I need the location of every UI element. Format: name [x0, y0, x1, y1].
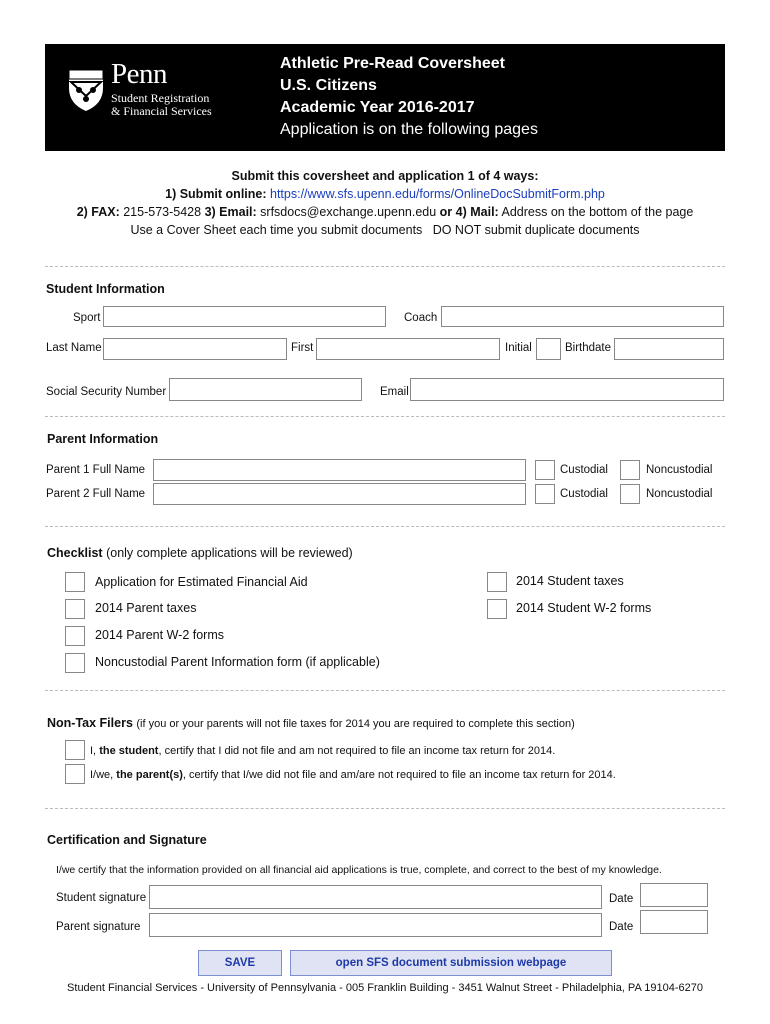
checklist-item-student-taxes: 2014 Student taxes — [516, 574, 624, 588]
checklist-checkbox-parent-w2[interactable] — [65, 626, 85, 646]
checklist-title: Checklist — [47, 546, 103, 560]
sport-input[interactable] — [103, 306, 386, 327]
checklist-checkbox-parent-taxes[interactable] — [65, 599, 85, 619]
nontax-heading — [47, 716, 575, 730]
open-sfs-webpage-button[interactable]: open SFS document submission webpage — [290, 950, 612, 976]
first-name-input[interactable] — [316, 338, 500, 360]
email-label-field: Email — [380, 386, 409, 398]
divider — [45, 690, 725, 691]
online-url-link[interactable]: https://www.sfs.upenn.edu/forms/OnlineDocSubmitForm.php — [270, 187, 605, 201]
header-subtitle: Application is on the following pages — [280, 121, 538, 138]
last-name-label: Last Name — [46, 342, 102, 354]
nontax-student-pre: I, — [90, 745, 97, 757]
initial-input[interactable] — [536, 338, 561, 360]
nontax-parent-statement — [90, 769, 616, 781]
mail-label: or 4) Mail: — [439, 205, 499, 219]
student-info-title: Student Information — [46, 282, 165, 296]
nontax-parent-pre: I/we, — [90, 769, 114, 781]
checklist-checkbox-student-w2[interactable] — [487, 599, 507, 619]
checklist-heading — [47, 546, 353, 560]
logo-subtitle-line1: Student Registration — [111, 91, 210, 105]
nontax-parent-bold: the parent(s) — [116, 769, 183, 781]
parent2-noncustodial-checkbox[interactable] — [620, 484, 640, 504]
logo-wordmark: Penn — [111, 58, 167, 90]
checklist-item-parent-taxes: 2014 Parent taxes — [95, 601, 197, 615]
email-input[interactable] — [410, 378, 724, 401]
fax-value: 215-573-5428 — [123, 205, 202, 219]
nontax-student-statement — [90, 745, 555, 757]
submit-note: Use a Cover Sheet each time you submit documents DO NOT submit duplicate documents — [130, 223, 640, 237]
footer-address: Student Financial Services - University of Pennsylvania - 005 Franklin Building - 3451 Walnut Street - Philadelphia, PA 19104-6270 — [67, 982, 703, 994]
online-label: 1) Submit online: — [165, 187, 267, 201]
birthdate-label: Birthdate — [565, 342, 612, 354]
checklist-item-student-w2: 2014 Student W-2 forms — [516, 601, 652, 615]
header-title-3: Academic Year 2016-2017 — [280, 99, 475, 116]
checklist-item-financial-aid: Application for Estimated Financial Aid — [95, 575, 308, 589]
checklist-item-noncustodial-form: Noncustodial Parent Information form (if applicable) — [95, 655, 380, 669]
divider — [45, 808, 725, 809]
parent-signature-input[interactable] — [149, 913, 602, 937]
checklist-checkbox-financial-aid[interactable] — [65, 572, 85, 592]
parent-signature-label: Parent signature — [56, 921, 141, 933]
nontax-student-checkbox[interactable] — [65, 740, 85, 760]
divider — [45, 266, 725, 267]
student-date-input[interactable] — [640, 883, 708, 907]
parent1-custodial-checkbox[interactable] — [535, 460, 555, 480]
header-title-2: U.S. Citizens — [280, 77, 377, 94]
student-signature-label: Student signature — [56, 892, 147, 904]
parent1-noncustodial-checkbox[interactable] — [620, 460, 640, 480]
initial-label: Initial — [505, 342, 532, 354]
parent-date-input[interactable] — [640, 910, 708, 934]
coach-input[interactable] — [441, 306, 724, 327]
checklist-note: (only complete applications will be reviewed) — [106, 546, 353, 560]
parent2-custodial-label: Custodial — [560, 488, 608, 500]
nontax-title: Non-Tax Filers — [47, 716, 133, 730]
checklist-checkbox-student-taxes[interactable] — [487, 572, 507, 592]
parent1-custodial-label: Custodial — [560, 464, 608, 476]
coach-label: Coach — [404, 312, 438, 324]
submit-heading: Submit this coversheet and application 1 of 4 ways: — [231, 169, 539, 183]
checklist-item-parent-w2: 2014 Parent W-2 forms — [95, 628, 224, 642]
logo-subtitle-line2: & Financial Services — [111, 104, 212, 118]
parent2-custodial-checkbox[interactable] — [535, 484, 555, 504]
parent1-label: Parent 1 Full Name — [46, 464, 146, 476]
checklist-checkbox-noncustodial-form[interactable] — [65, 653, 85, 673]
birthdate-input[interactable] — [614, 338, 724, 360]
header-banner — [45, 44, 725, 151]
divider — [45, 526, 725, 527]
mail-value: Address on the bottom of the page — [501, 205, 694, 219]
nontax-parent-post: , certify that I/we did not file and am/are not required to file an income tax return for 2014. — [182, 769, 616, 781]
parent2-label: Parent 2 Full Name — [46, 488, 146, 500]
sport-label: Sport — [73, 312, 101, 324]
parent1-name-input[interactable] — [153, 459, 526, 481]
email-label: 3) Email: — [204, 205, 257, 219]
student-date-label: Date — [609, 893, 634, 905]
submit-online-line — [0, 187, 770, 201]
nontax-student-bold: the student — [99, 745, 159, 757]
save-button[interactable]: SAVE — [198, 950, 282, 976]
parent-info-title: Parent Information — [47, 432, 159, 446]
nontax-note: (if you or your parents will not file taxes for 2014 you are required to complete this section) — [136, 718, 575, 730]
parent2-noncustodial-label: Noncustodial — [646, 488, 713, 500]
cert-title: Certification and Signature — [47, 833, 207, 847]
first-name-label: First — [291, 342, 314, 354]
ssn-label: Social Security Number — [46, 386, 167, 398]
student-signature-input[interactable] — [149, 885, 602, 909]
email-value: srfsdocs@exchange.upenn.edu — [260, 205, 437, 219]
nontax-student-post: , certify that I did not file and am not required to file an income tax return for 2014. — [158, 745, 556, 757]
parent1-noncustodial-label: Noncustodial — [646, 464, 713, 476]
last-name-input[interactable] — [103, 338, 287, 360]
submit-fax-email-line — [0, 205, 770, 219]
penn-shield-icon — [67, 66, 105, 112]
nontax-parent-checkbox[interactable] — [65, 764, 85, 784]
header-title-1: Athletic Pre-Read Coversheet — [280, 55, 505, 72]
ssn-input[interactable] — [169, 378, 362, 401]
divider — [45, 416, 725, 417]
parent2-name-input[interactable] — [153, 483, 526, 505]
cert-statement: I/we certify that the information provided on all financial aid applications is true, complete, and correct to the best of my knowledge. — [56, 864, 662, 876]
parent-date-label: Date — [609, 921, 634, 933]
fax-label: 2) FAX: — [76, 205, 120, 219]
